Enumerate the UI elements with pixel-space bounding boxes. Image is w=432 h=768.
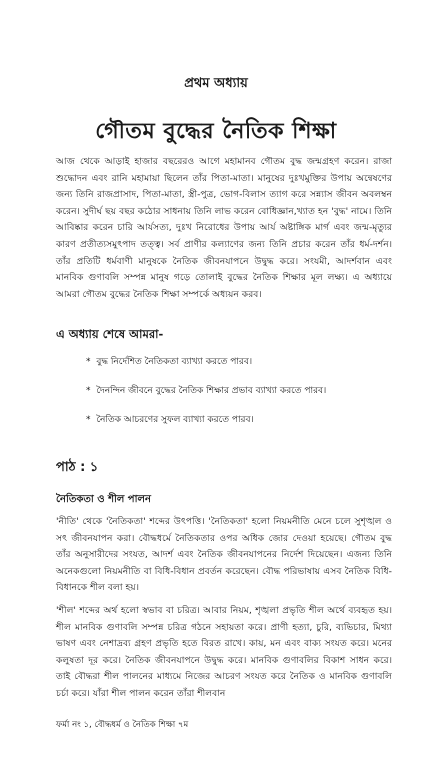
objectives-heading: এ অধ্যায় শেষে আমরা- [56, 327, 164, 341]
objective-text: বুদ্ধ নির্দেশিত নৈতিকতা ব্যাখ্যা করতে পারব। [96, 357, 253, 367]
objective-item [86, 385, 392, 398]
bullet-star: * [86, 357, 91, 367]
body-paragraph: 'শীল' শব্দের অর্থ হলো স্বভাব বা চরিত্র। আবার নিয়ম, শৃঙ্খলা প্রভৃতি শীল অর্থে ব্যবহৃত হয়। শীল মানবিক গুণাবলি সম্পন্ন চরিত্র গঠনে সহায়তা করে। প্রাণী হত্যা, চুরি, ব্যভিচার, মিথ্যা ভাষণ এবং নেশাদ্রব্য গ্রহণ প্রভৃতি হতে বিরত রাখে। কায়, মন এবং বাক্য সংযত করে। মনের কলুষতা দূর করে। নৈতিক জীবনযাপনে উদ্বুদ্ধ করে। মানবিক গুণাবলির বিকাশ সাধন করে। তাই বৌদ্ধরা শীল পালনের মাধ্যমে নিজের আচরণ সংযত করে নৈতিক ও মানবিক গুণাবলি চর্চা করে। যাঁরা শীল পালন করেন তাঁরা শীলবান [56, 604, 392, 699]
body-section [56, 514, 392, 709]
bullet-star: * [86, 415, 91, 425]
body-paragraph: 'নীতি' থেকে 'নৈতিকতা' শব্দের উৎপত্তি। 'নৈতিকতা' হলো নিয়মনীতি মেনে চলে সুশৃঙ্খল ও সৎ জীবনযাপন করা। বৌদ্ধধর্মে নৈতিকতার ওপর অধিক জোর দেওয়া হয়েছে। গৌতম বুদ্ধ তাঁর অনুসারীদের সংযত, আদর্শ এবং নৈতিক জীবনযাপনের নির্দেশ দিয়েছেন। এজন্য তিনি অনেকগুলো নিয়মনীতি বা বিধি-বিধান প্রবর্তন করেছেন। বৌদ্ধ পরিভাষায় এসব নৈতিক বিধি-বিধানকে শীল বলা হয়। [56, 516, 392, 594]
section-heading: নৈতিকতা ও শীল পালন [56, 494, 151, 505]
objective-item [86, 356, 392, 369]
page-footer: ফর্মা নং ১, বৌদ্ধধর্ম ও নৈতিক শিক্ষা ৭ম [56, 720, 189, 730]
objective-item [86, 414, 392, 427]
intro-paragraph: আজ থেকে আড়াই হাজার বছরেরও আগে মহামানব গৌতম বুদ্ধ জন্মগ্রহণ করেন। রাজা শুদ্ধোদন এবং রানি মহামায়া ছিলেন তাঁর পিতা-মাতা। মানুষের দুঃখমুক্তির উপায় অন্বেষণের জন্য তিনি রাজপ্রাসাদ, পিতা-মাতা, স্ত্রী-পুত্র, ভোগ-বিলাস ত্যাগ করে সন্ন্যাস জীবন অবলম্বন করেন। সুদীর্ঘ ছয় বছর কঠোর সাধনায় তিনি লাভ করেন বোধিজ্ঞান,খ্যাত হন 'বুদ্ধ' নামে। তিনি আবিষ্কার করেন চারি আর্যসত্য, দুঃখ নিরোধের উপায় আর্য অষ্টাঙ্গিক মার্গ এবং জন্ম-মৃত্যুর কারণ প্রতীত্যসমুৎপাদ তত্ত্ব। সর্ব প্রাণীর কল্যাণের জন্য তিনি প্রচার করেন তাঁর ধর্ম-দর্শন। তাঁর প্রতিটি ধর্মবাণী মানুষকে নৈতিক জীবনযাপনে উদ্বুদ্ধ করে। সংযমী, আদর্শবান এবং মানবিক গুণাবলি সম্পন্ন মানুষ গড়ে তোলাই বুদ্ধের নৈতিক শিক্ষার মূল লক্ষ্য। এ অধ্যায়ে আমরা গৌতম বুদ্ধের নৈতিক শিক্ষা সম্পর্কে অধ্যয়ন করব। [56, 156, 392, 300]
chapter-label: প্রথম অধ্যায় [184, 76, 248, 91]
objective-text: দৈনন্দিন জীবনে বুদ্ধের নৈতিক শিক্ষার প্রভাব ব্যাখ্যা করতে পারব। [96, 386, 327, 396]
objective-text: নৈতিক আচরণের সুফল ব্যাখ্যা করতে পারব। [96, 415, 254, 425]
bullet-star: * [86, 386, 91, 396]
chapter-title: গৌতম বুদ্ধের নৈতিক শিক্ষা [95, 119, 337, 144]
intro-section [56, 154, 392, 303]
objectives-list [86, 356, 392, 443]
lesson-number: পাঠ : ১ [56, 460, 99, 475]
